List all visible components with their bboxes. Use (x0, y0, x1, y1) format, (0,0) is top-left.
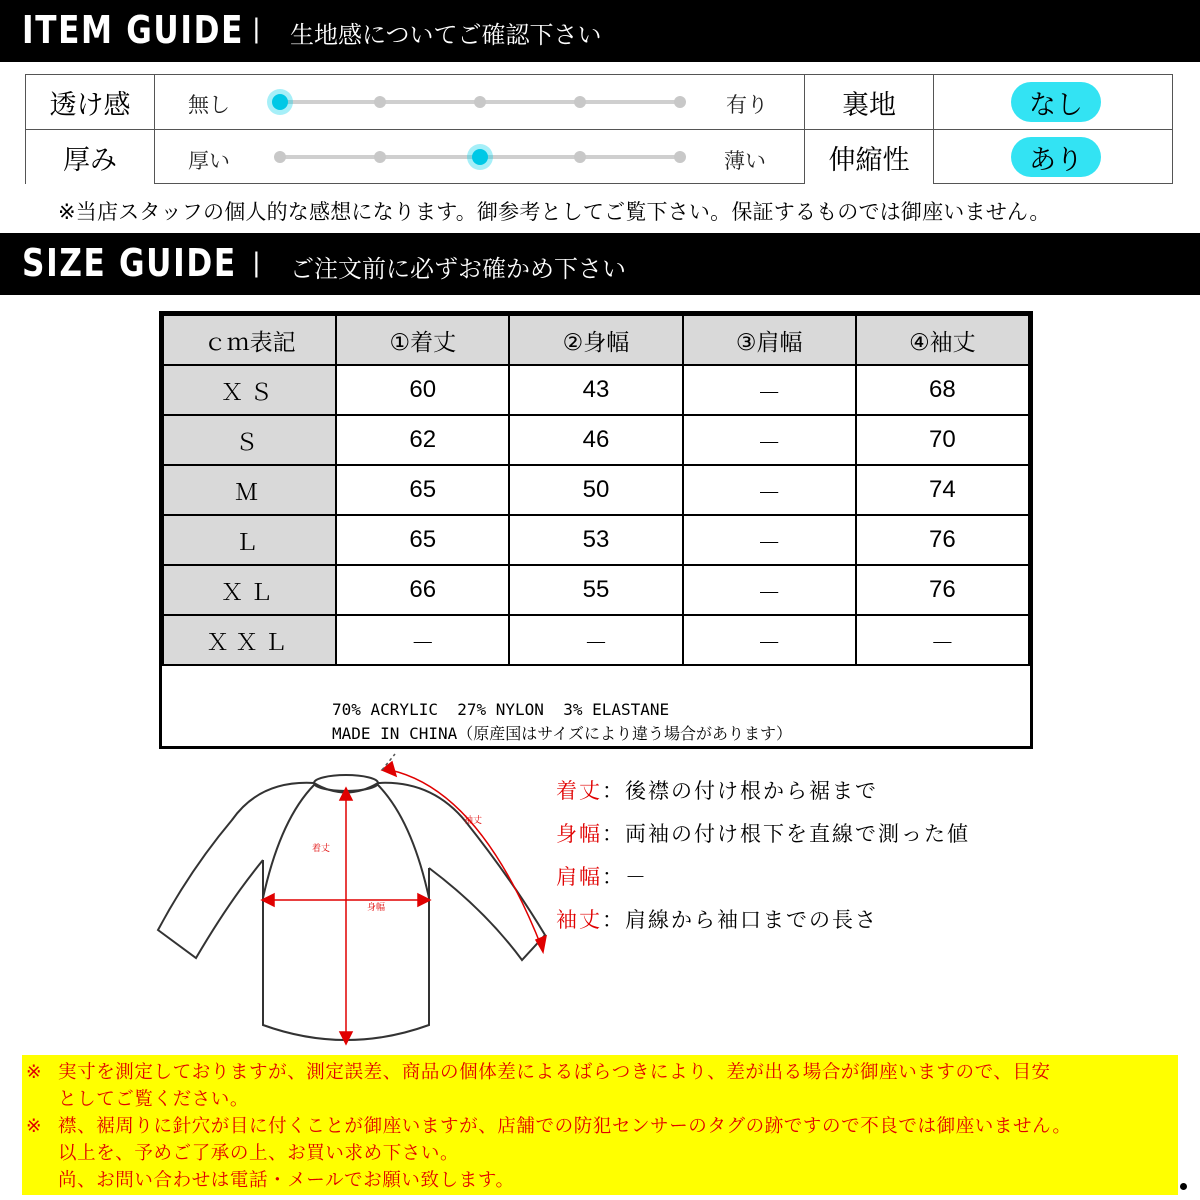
value-cell: 65 (336, 465, 509, 515)
measurement-arrows (262, 762, 546, 1044)
slider-dot (474, 96, 486, 108)
lining-value-badge: なし (1011, 82, 1101, 122)
length-label: 着丈 (312, 844, 331, 854)
divider (26, 129, 1172, 130)
column-header-unit: ｃｍ表記 (163, 315, 336, 365)
notice-text: 実寸を測定しておりますが、測定誤差、商品の個体差によるばらつきにより、差が出る場合が御座いますので、目安 (58, 1062, 1051, 1083)
country-of-origin: MADE IN CHINA（原産国はサイズにより違う場合があります） (332, 724, 792, 743)
divider (933, 75, 934, 183)
value-cell: 60 (336, 365, 509, 415)
value-cell: － (683, 515, 856, 565)
measurement-definitions (556, 775, 970, 947)
arrowhead (340, 788, 352, 800)
definition-term: 着丈 (556, 779, 602, 803)
value-cell: 46 (509, 415, 682, 465)
item-guide-header (0, 0, 1200, 62)
size-guide-header (0, 233, 1200, 295)
size-cell: ＸＬ (163, 565, 336, 615)
item-guide-panel (25, 74, 1173, 184)
value-cell: － (509, 615, 682, 665)
stretch-label: 伸縮性 (805, 130, 933, 184)
definition-term: 肩幅 (556, 865, 602, 889)
definition-description: ：両袖の付け根下を直線で測った値 (602, 822, 970, 846)
table-row (163, 415, 1029, 465)
definition-term: 袖丈 (556, 908, 602, 932)
definition-item (556, 861, 970, 904)
notice-text: 襟、裾周りに針穴が目に付くことが御座いますが、店舗での防犯センサーのタグの跡ですので不良では御座いません。 (58, 1116, 1072, 1137)
slider-dot (374, 96, 386, 108)
value-cell: 76 (856, 565, 1029, 615)
notice-line (26, 1167, 1178, 1194)
value-cell: － (336, 615, 509, 665)
notice-mark: ※ (26, 1062, 43, 1083)
size-table (159, 311, 1033, 749)
slider-dot-active (472, 149, 488, 165)
definition-description: ：後襟の付け根から裾まで (602, 779, 878, 803)
notice-line (26, 1140, 1178, 1167)
notice-line (26, 1059, 1178, 1086)
value-cell: 70 (856, 415, 1029, 465)
definition-item (556, 904, 970, 947)
stretch-value-badge: あり (1011, 137, 1101, 177)
sheerness-max-label: 有り (726, 93, 768, 117)
slider-dot (674, 151, 686, 163)
value-cell: － (856, 615, 1029, 665)
size-cell: Ｓ (163, 415, 336, 465)
disclaimer-notice (22, 1055, 1178, 1195)
notice-text: 以上を、予めご了承の上、お買い求め下さい。 (58, 1143, 460, 1164)
notice-mark: ※ (26, 1116, 43, 1137)
value-cell: 65 (336, 515, 509, 565)
thickness-max-label: 薄い (724, 149, 766, 173)
table-row (163, 615, 1029, 665)
definition-description: ：－ (602, 865, 648, 889)
value-cell: 50 (509, 465, 682, 515)
sleeve-arrow (390, 770, 542, 948)
garment-measurement-diagram (150, 750, 570, 1055)
sheerness-label: 透け感 (26, 75, 154, 129)
value-cell: － (683, 615, 856, 665)
definition-item (556, 775, 970, 818)
table-row (163, 365, 1029, 415)
size-cell: ＸＸＬ (163, 615, 336, 665)
notice-line (26, 1086, 1178, 1113)
value-cell: 66 (336, 565, 509, 615)
item-guide-note: ※当店スタッフの個人的な感想になります。御参考としてご覧下さい。保証するものでは御座いません。 (58, 200, 1051, 224)
material-composition: 70% ACRYLIC 27% NYLON 3% ELASTANE (332, 700, 670, 719)
value-cell: 43 (509, 365, 682, 415)
size-cell: Ｌ (163, 515, 336, 565)
item-guide-subtitle: 生地感についてご確認下さい (290, 21, 602, 49)
table-row (163, 465, 1029, 515)
arrowhead (382, 762, 396, 776)
arrowhead (340, 1032, 352, 1044)
notice-text: 尚、お問い合わせは電話・メールでお願い致します。 (58, 1170, 515, 1191)
corner-dot (1180, 1183, 1187, 1190)
definition-description: ：肩線から袖口までの長さ (602, 908, 878, 932)
sleeve-label: 袖丈 (464, 816, 483, 826)
column-header-length: ①着丈 (336, 315, 509, 365)
slider-dot (674, 96, 686, 108)
notice-text: としてご覧ください。 (58, 1089, 250, 1110)
size-guide-title: SIZE GUIDE (22, 241, 237, 285)
item-guide-title: ITEM GUIDE (22, 8, 245, 52)
slider-dot (574, 151, 586, 163)
value-cell: 62 (336, 415, 509, 465)
table-row (163, 515, 1029, 565)
material-info (332, 698, 792, 746)
thickness-label: 厚み (26, 130, 154, 184)
sweater-outline (158, 775, 545, 1040)
slider-dot (274, 151, 286, 163)
size-guide-separator: | (252, 248, 261, 278)
notice-line (26, 1113, 1178, 1140)
value-cell: 55 (509, 565, 682, 615)
divider (154, 75, 155, 183)
width-label: 身幅 (367, 903, 386, 913)
size-table-header-row (163, 315, 1029, 365)
slider-dot-active (272, 94, 288, 110)
value-cell: － (683, 415, 856, 465)
column-header-sleeve: ④袖丈 (856, 315, 1029, 365)
value-cell: － (683, 465, 856, 515)
size-cell: ＸＳ (163, 365, 336, 415)
value-cell: － (683, 365, 856, 415)
slider-dot (374, 151, 386, 163)
column-header-width: ②身幅 (509, 315, 682, 365)
definition-item (556, 818, 970, 861)
value-cell: － (683, 565, 856, 615)
lining-label: 裏地 (805, 75, 933, 129)
size-cell: Ｍ (163, 465, 336, 515)
size-guide-subtitle: ご注文前に必ずお確かめ下さい (290, 255, 626, 283)
value-cell: 74 (856, 465, 1029, 515)
value-cell: 76 (856, 515, 1029, 565)
slider-dot (574, 96, 586, 108)
definition-term: 身幅 (556, 822, 602, 846)
value-cell: 53 (509, 515, 682, 565)
value-cell: 68 (856, 365, 1029, 415)
item-guide-separator: | (252, 14, 261, 44)
thickness-min-label: 厚い (188, 149, 230, 173)
sheerness-min-label: 無し (188, 93, 230, 117)
column-header-shoulder: ③肩幅 (683, 315, 856, 365)
table-row (163, 565, 1029, 615)
